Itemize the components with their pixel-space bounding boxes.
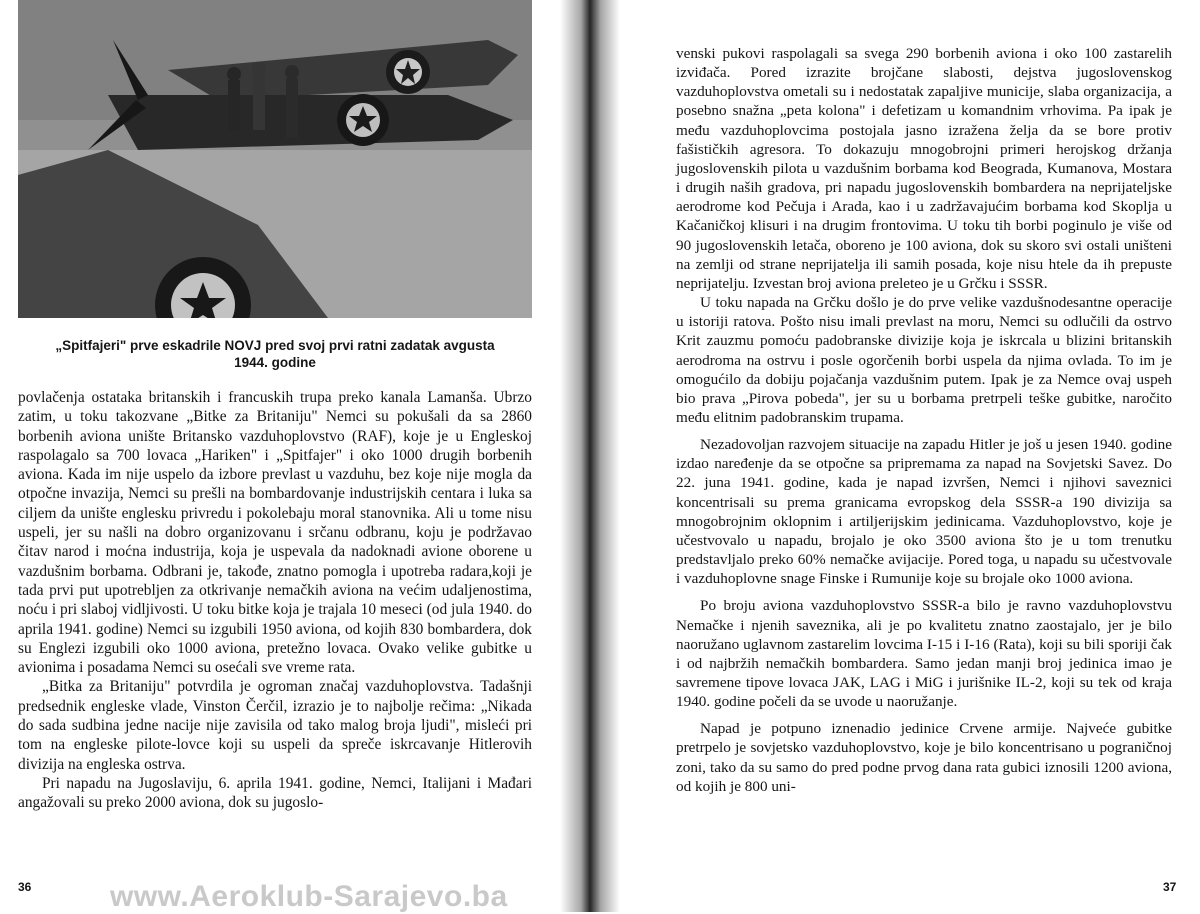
left-body-text	[18, 388, 532, 813]
page-number-left: 36	[18, 880, 32, 894]
paragraph: Pri napadu na Jugoslaviju, 6. aprila 1941. godine, Nemci, Italijani i Mađari angažovali su preko 2000 aviona, dok su jugoslo-	[18, 774, 532, 812]
spitfire-photo	[18, 0, 532, 318]
paragraph: Nezadovoljan razvojem situacije na zapadu Hitler je još u jesen 1940. godine izdao naređenje da se otpočne sa pripremama za napad na Sovjetski Savez. Do 22. juna 1941. godine, kada je napad izvršen, Nemci i njihovi saveznici koncentrisali su prema granicama evropskog dela SSSR-a 190 divizija sa mnogobrojnim oklopnim i artiljerijskim jedinicama. Vazduhoplovstvo, koje je učestvovalo u napadu, brojalo je oko 3500 aviona što je u tom trenutku predstavljalo preko 60% nemačke avijacije. Pored toga, u napadu su učestvovale i vazduhoplovne snage Finske i Rumunije koje su brojale oko 1000 aviona.	[676, 436, 1172, 588]
page-number-right: 37	[1163, 880, 1177, 894]
paragraph: venski pukovi raspolagali sa svega 290 borbenih aviona i oko 100 zastarelih izviđača. Pored izrazite brojčane slabosti, dejstva jugoslovenskog vazduhoplovstva ometali su i nedostatak zapaljive municije, slaba organizacija, a posebno snažna „peta kolona" i defetizam u komandnim vrhovima. Pa ipak je među vazduhoplovcima postojala jasno izražena želja da se bore protiv fašističkih agresora. To dokazuju mnogobrojni primeri herojskog držanja jugoslovenskih pilota u vazdušnim borbama kod Beograda, Kumanova, Mostara i drugih naših gradova, pri napadu jugoslovenskih bombardera na neprijateljske aerodrome kod Pečuja i Arada, kao i u zadržavajućim borbama kod Skoplja u Kačaničkoj klisuri i na drugim frontovima. U toku tih borbi poginulo je više od 90 jugoslovenskih letača, oboreno je 100 aviona, dok su skoro svi ostali uništeni na zemlji od strane neprijatelja ili samih posada, koje nisu htele da ih prepuste neprijatelju. Izvestan broj aviona preleteo je u Grčku i SSSR.	[676, 45, 1172, 292]
photo-illustration	[18, 0, 532, 318]
paragraph: „Bitka za Britaniju" potvrdila je ogroman značaj vazduhoplovstva. Tadašnji predsednik engleske vlade, Vinston Čerčil, izrazio je to najbolje rečima: „Nikada do sada sudbina jedne nacije nije zavisila od tako malog broja ljudi", misleći pri tom na engleske pilote-lovce koji su uspeli da spreče iskrcavanje Hitlerovih divizija na engleska ostrva.	[18, 678, 532, 773]
right-page	[590, 0, 1200, 912]
book-gutter	[560, 0, 620, 912]
watermark: www.Aeroklub-Sarajevo.ba	[110, 880, 508, 913]
caption-line-1: „Spitfajeri" prve eskadrile NOVJ pred svoj prvi ratni zadatak avgusta	[55, 338, 495, 353]
photo-caption	[18, 337, 532, 371]
paragraph: povlačenja ostataka britanskih i francuskih trupa preko kanala Lamanša. Ubrzo zatim, u toku takozvane „Bitke za Britaniju" Nemci su pokušali da sa 2860 borbenih aviona unište Britansko vazduhoplovstvo (RAF), koje je u Engleskoj raspolagalo sa 700 lovaca „Hariken" i „Spitfajer" i oko 1000 drugih borbenih aviona. Kada im nije uspelo da izbore prevlast u vazduhu, bez koje nije mogla da otpočne invazija, Nemci su prešli na bombardovanje industrijskih centara i luka sa ciljem da unište englesku privredu i pokolebaju moral stanovnika. Ali u tome nisu uspeli, jer su našli na dobro organizovanu i srčanu odbranu, koju je podržavao čitav narod i moćna industrija, koja je uspevala da nadoknadi avione oborene u vazdušnim borbama. Odbrani je, takođe, znatno pomogla i upotreba radara,koji je tada prvi put upotrebljen za otkrivanje nemačkih aviona na većim udaljenostima, noću i pri slaboj vidljivosti. U toku bitke koja je trajala 10 meseci (od jula 1940. do aprila 1941. godine) Nemci su izgubili 1950 aviona, od kojih 830 bombardera, dok su Englezi izgubili oko 1000 aviona, pretežno lovaca. Ovako velike gubitke u avionima i posadama Nemci su osećali sve vreme rata.	[18, 389, 532, 677]
left-page	[0, 0, 590, 912]
right-body-text	[676, 44, 1172, 796]
paragraph: Po broju aviona vazduhoplovstvo SSSR-a bilo je ravno vazduhoplovstvu Nemačke i njenih saveznika, ali je po kvalitetu znatno zaostajalo, jer je bilo naoružano uglavnom zastarelim lovcima I-15 i I-16 (Rata), koji su bili sporiji čak i od najbržih nemačkih bombardera. Samo jedan manji broj jedinica imao je savremene tipove lovaca JAK, LAG i MiG i jurišnike IL-2, koji su tek od kraja 1940. godine počeli da se uvode u naoružanje.	[676, 597, 1172, 711]
paragraph: Napad je potpuno iznenadio jedinice Crvene armije. Najveće gubitke pretrpelo je sovjetsko vazduhoplovstvo, koje je bilo koncentrisano u pograničnoj zoni, tako da su samo do pred podne prvog dana rata gubici iznosili 1200 aviona, od kojih je 800 uni-	[676, 720, 1172, 795]
caption-line-2: 1944. godine	[234, 355, 316, 370]
paragraph: U toku napada na Grčku došlo je do prve velike vazdušnodesantne operacije u istoriji ratova. Pošto nisu imali prevlast na moru, Nemci su odlučili da ostrvo Krit zauzmu pomoću padobranske divizije koja je iskrcala u blizini britanskih aerodroma na ostrvu i posle ogorčenih borbi uspela da njima ovlada. To im je omogućilo da dobiju pojačanja vazdušnim putem. Ipak je za Nemce ovaj uspeh bio prava „Pirova pobeda", jer su u borbama pretrpeli teške gubitke, naročito među elitnim padobranskim trupama.	[676, 294, 1172, 426]
